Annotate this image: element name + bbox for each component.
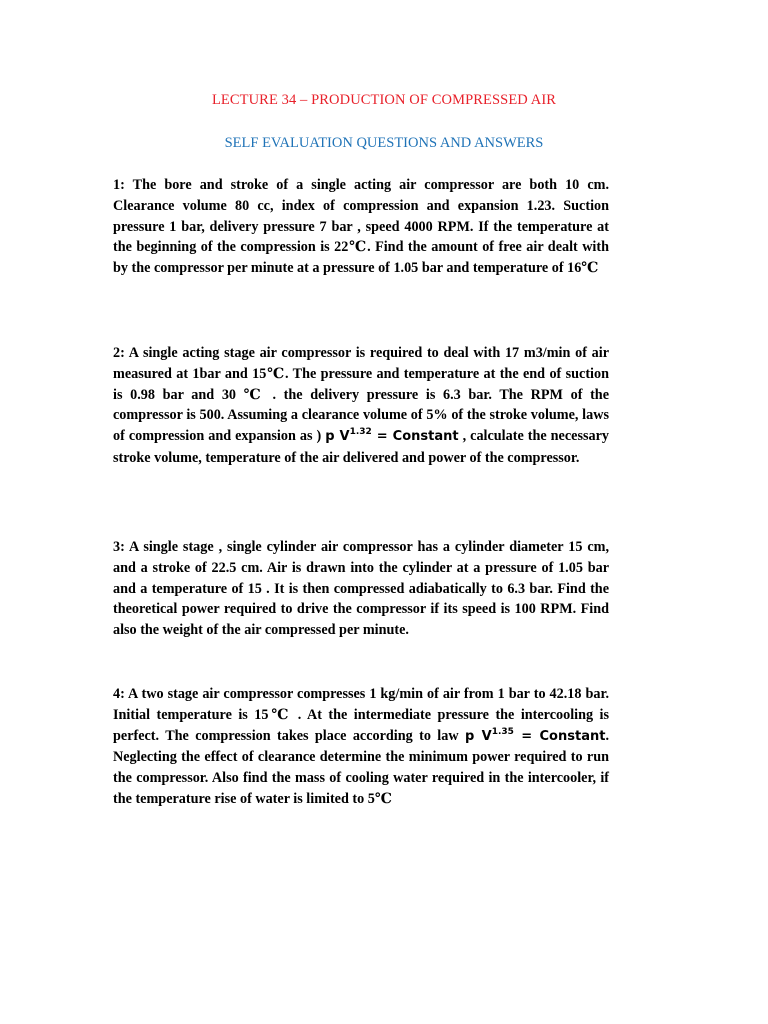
section-subtitle: SELF EVALUATION QUESTIONS AND ANSWERS	[224, 135, 544, 151]
formula-exponent: 1.32	[349, 427, 372, 438]
formula-constant: = Constant	[513, 728, 606, 744]
formula-constant: = Constant	[371, 429, 459, 445]
formula-pv-1-35	[464, 726, 606, 744]
question-4-text-after: . Neglecting the effect of clearance determine the minimum power required to run the compressor. Also find the mass of cooling water required in the intercooler, if the temperature rise of water is limited to 5℃	[113, 727, 609, 807]
question-2-text-after: , calculate the necessary stroke volume, temperature of the air delivered and power of the compressor.	[113, 428, 609, 466]
question-1: 1: The bore and stroke of a single acting air compressor are both 10 cm. Clearance volume 80 cc, index of compression and expansion 1.23. Suction pressure 1 bar, delivery pressure 7 bar , speed 4000 RPM. If the temperature at the beginning of the compression is 22℃. Find the amount of free air dealt with by the compressor per minute at a pressure of 1.05 bar and temperature of 16℃	[113, 177, 609, 277]
formula-pv-1-32	[325, 429, 458, 444]
formula-base: p V	[325, 429, 350, 445]
formula-base: p V	[464, 728, 492, 744]
formula-exponent: 1.35	[491, 726, 514, 737]
lecture-title: LECTURE 34 – PRODUCTION OF COMPRESSED AIR	[211, 92, 557, 108]
question-2-text-before: 2: A single acting stage air compressor is required to deal with 17 m3/min of air measured at 1bar and 15℃. The pressure and temperature at the end of suction is 0.98 bar and 30 ℃ . the delivery pressure is 6.3 bar. The RPM of the compressor is 500. Assuming a clearance volume of 5% of the stroke volume, laws of compression and expansion as )	[113, 345, 609, 445]
question-3: 3: A single stage , single cylinder air compressor has a cylinder diameter 15 cm, and a stroke of 22.5 cm. Air is drawn into the cylinder at a pressure of 1.05 bar and a temperature of 15 . It is then compressed adiabatically to 6.3 bar. Find the theoretical power required to drive the compressor if its speed is 100 RPM. Find also the weight of the air compressed per minute.	[113, 539, 609, 639]
question-4-text-before: 4: A two stage air compressor compresses 1 kg/min of air from 1 bar to 42.18 bar. Initial temperature is 15℃ . At the intermediate pressure the intercooling is perfect. The compression takes place according to law	[113, 686, 609, 744]
question-4	[113, 684, 609, 810]
question-2	[113, 343, 609, 469]
